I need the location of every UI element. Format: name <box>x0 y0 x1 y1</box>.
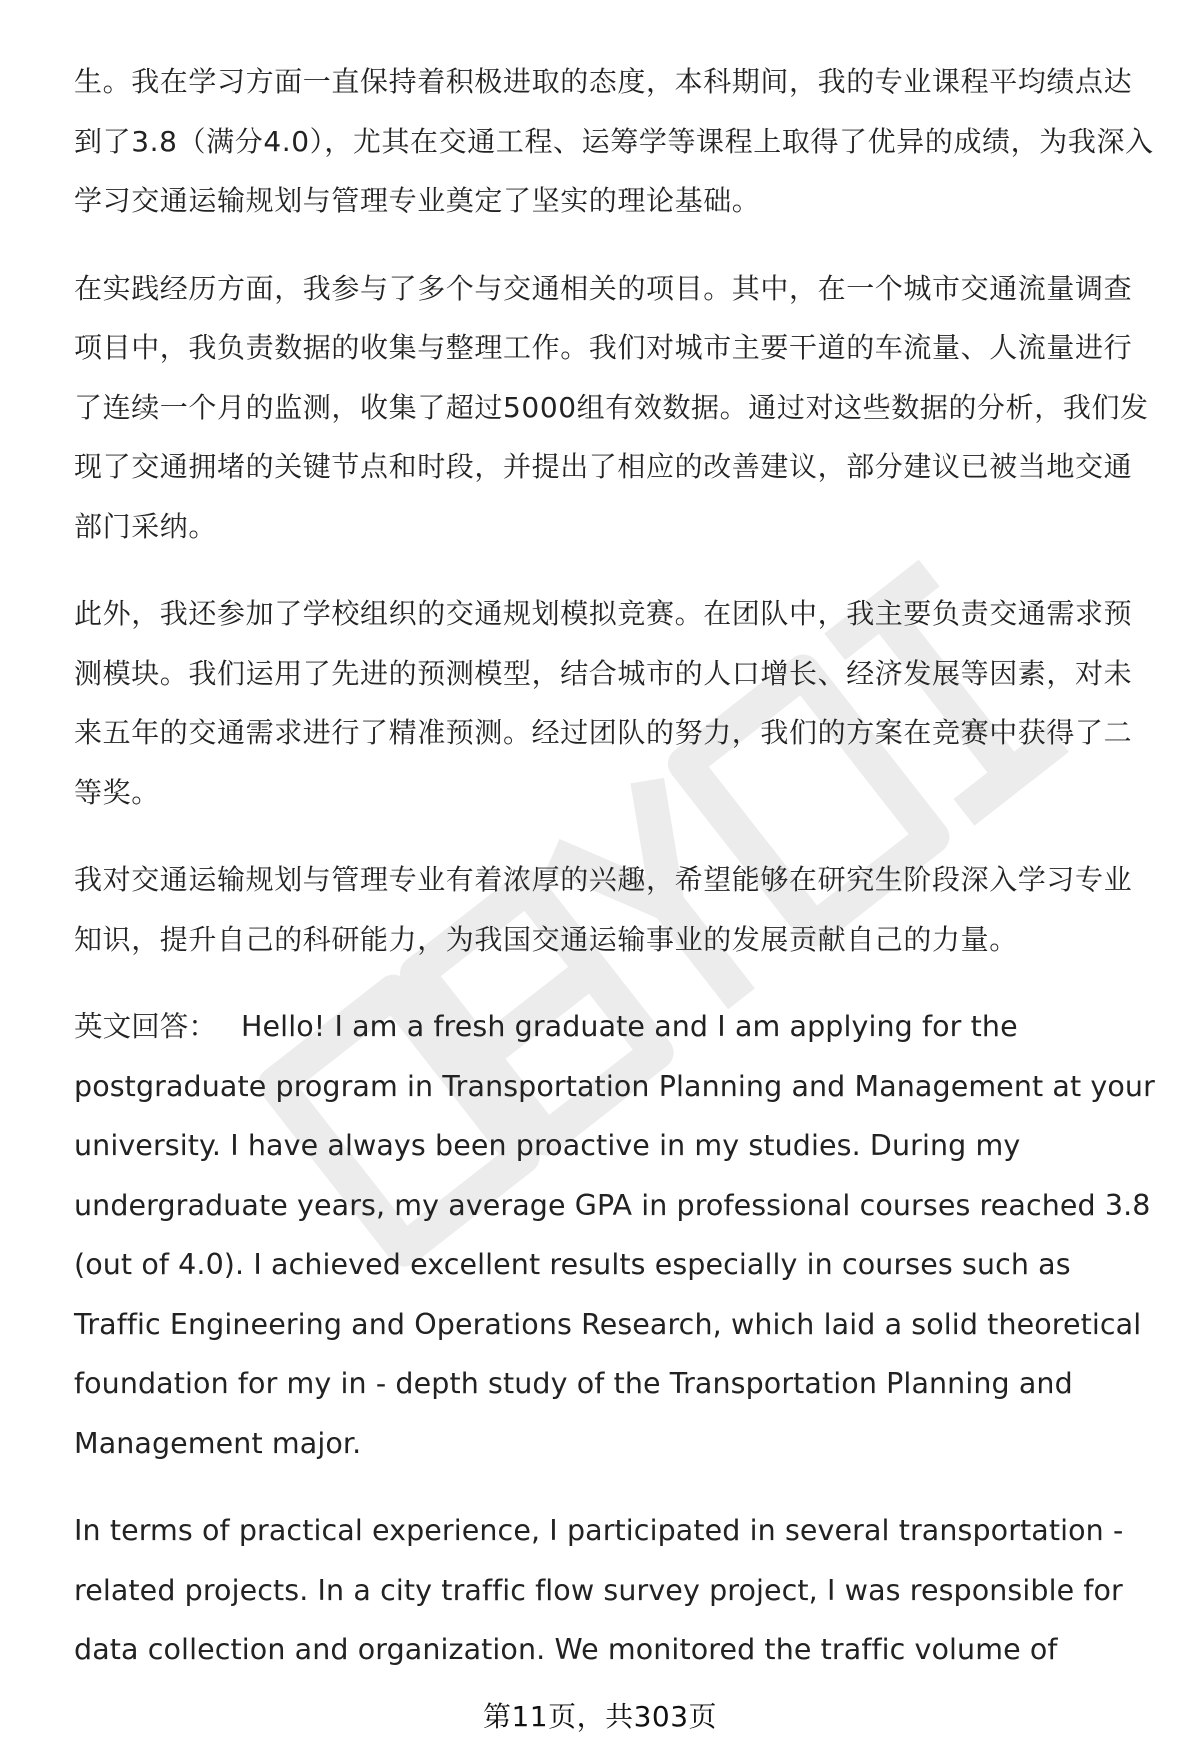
paragraph-competition: 此外，我还参加了学校组织的交通规划模拟竞赛。在团队中，我主要负责交通需求预测模块。我们运用了先进的预测模型，结合城市的人口增长、经济发展等因素，对未来五年的交通需求进行了精准预测。经过团队的努力，我们的方案在竞赛中获得了二等奖。 <box>74 597 1133 809</box>
paragraph-english-practice: In terms of practical experience, I participated in several transportation - related projects. In a city traffic flow survey project, I was responsible for data collection and organization. We monitored the traffic volume of <box>74 1514 1124 1666</box>
document-page <box>74 52 1160 1680</box>
page-number-footer: 第11页，共303页 <box>482 1700 718 1733</box>
paragraph-interest: 我对交通运输规划与管理专业有着浓厚的兴趣，希望能够在研究生阶段深入学习专业知识，提升自己的科研能力，为我国交通运输事业的发展贡献自己的力量。 <box>74 863 1133 956</box>
paragraph-academic: 生。我在学习方面一直保持着积极进取的态度，本科期间，我的专业课程平均绩点达到了3.8（满分4.0），尤其在交通工程、运筹学等课程上取得了优异的成绩，为我深入学习交通运输规划与管理专业奠定了坚实的理论基础。 <box>74 65 1154 217</box>
english-answer-label: 英文回答： <box>74 1010 218 1043</box>
paragraph-english-answer <box>74 997 1160 1473</box>
english-paragraph-text: Hello! I am a fresh graduate and I am applying for the postgraduate program in Transportation Planning and Management at your university. I have always been proactive in my studies. During my undergraduate years, my average GPA in professional courses reached 3.8 (out of 4.0). I achieved excellent results especially in courses such as Traffic Engineering and Operations Research, which laid a solid theoretical foundation for my in - depth study of the Transportation Planning and Management major. <box>74 1010 1155 1460</box>
paragraph-practice: 在实践经历方面，我参与了多个与交通相关的项目。其中，在一个城市交通流量调查项目中，我负责数据的收集与整理工作。我们对城市主要干道的车流量、人流量进行了连续一个月的监测，收集了超过5000组有效数据。通过对这些数据的分析，我们发现了交通拥堵的关键节点和时段，并提出了相应的改善建议，部分建议已被当地交通部门采纳。 <box>74 271 1149 543</box>
